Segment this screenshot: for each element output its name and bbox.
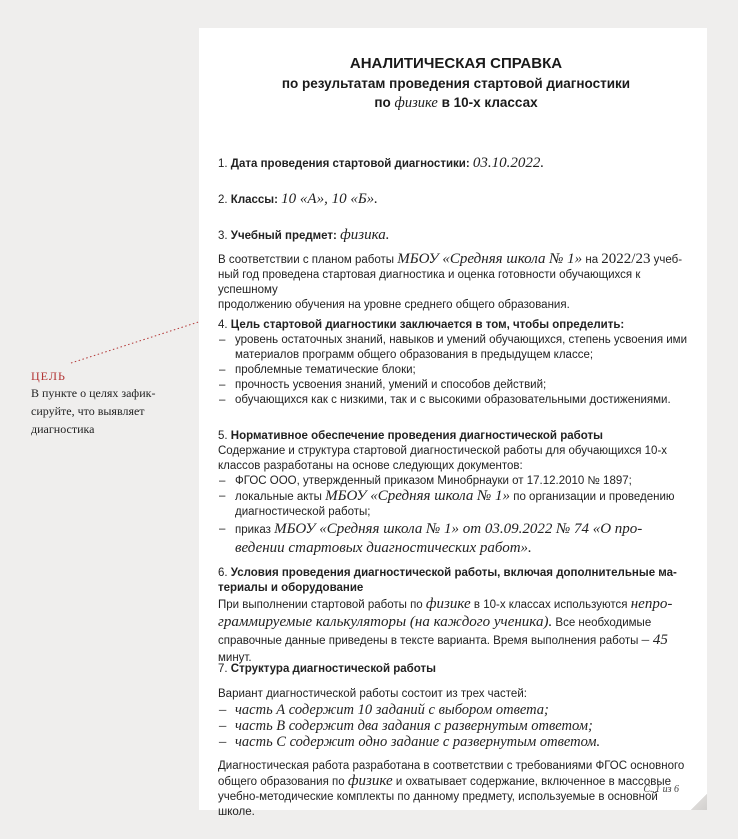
section-goal: 4. Цель стартовой диагностики заключается в том, чтобы определить: – уровень остаточных знаний, навыков и умений обучающихся, степень усвоения ими материалов программ общего образования в предыдущем классе; – проблемные тематические блоки; – прочность усвоения знаний, умений и способов действий; – обучающихся как с низкими, так и с высокими образовательными достижениями. xyxy=(218,318,694,408)
margin-note xyxy=(31,368,191,438)
section-conditions: 6. Условия проведения диагностической работы, включая дополнительные ма- териалы и оборудование При выполнении стартовой работы по физике в 10-х классах используются непро- граммируемые калькуляторы (на каждого ученика). Все необходимые справочные данные приведены в тексте варианта. Время выполнения работы – 45 минут. xyxy=(218,567,677,664)
section-structure: 7. Структура диагностической работы Вариант диагностической работы состоит из трех частей: – часть А содержит 10 заданий с выбором ответа; – часть В содержит два задания с развернутым ответом; – часть С содержит одно задание с развернутым ответом. Диагностическая работа разработана в соответствии с требованиями ФГОС основного общего образования по физике и охватывает содержание, включенное в массовые учебно-методические комплекты по данному предмету, используемые в основной школе. xyxy=(218,662,694,820)
section-subject: 3. Учебный предмет: физика. xyxy=(218,227,390,243)
list-item: – часть А содержит 10 заданий с выбором ответа; xyxy=(218,702,694,718)
list-item: – часть С содержит одно задание с развернутым ответом. xyxy=(218,734,694,750)
doc-subtitle-subject: по физике в 10-х классах xyxy=(374,95,538,111)
goal-list xyxy=(218,333,694,408)
doc-subtitle: по результатам проведения стартовой диагностики xyxy=(281,76,631,91)
list-item: – обучающихся как с низкими, так и с высокими образовательными достижениями. xyxy=(218,393,694,408)
list-item: – уровень остаточных знаний, навыков и умений обучающихся, степень усвоения ими материалов программ общего образования в предыдущем классе; xyxy=(218,333,694,363)
section-normative: 5. Нормативное обеспечение проведения диагностической работы Содержание и структура стартовой диагностической работы для обучающихся 10-х классов разработаны на основе следующих документов: – ФГОС ООО, утвержденный приказом Минобрнауки от 17.12.2010 № 1897; – локальные акты МБОУ «Средняя школа № 1» по организации и проведению диагностической работы; – приказ МБОУ «Средняя школа № 1» от 03.09.2022 № 74 «О про- ведении стартовых диагностических работ». xyxy=(218,429,694,558)
doc-title: АНАЛИТИЧЕСКАЯ СПРАВКА xyxy=(349,55,563,72)
list-item: – локальные акты МБОУ «Средняя школа № 1» по организации и проведению диагностической работы; xyxy=(218,489,694,520)
note-text: В пункте о целях зафик- сируйте, что выявляет диагностика xyxy=(31,386,156,436)
list-item: – часть В содержит два задания с развернутым ответом; xyxy=(218,718,694,734)
page-fold-corner xyxy=(691,794,707,810)
note-title: ЦЕЛЬ xyxy=(31,369,66,383)
list-item: – проблемные тематические блоки; xyxy=(218,363,694,378)
list-item: – прочность усвоения знаний, умений и способов действий; xyxy=(218,378,694,393)
list-item: – ФГОС ООО, утвержденный приказом Минобрнауки от 17.12.2010 № 1897; xyxy=(218,474,694,489)
list-item: – приказ МБОУ «Средняя школа № 1» от 03.09.2022 № 74 «О про- ведении стартовых диагностических работ». xyxy=(218,520,694,558)
section-intro: В соответствии с планом работы МБОУ «Средняя школа № 1» на 2022/23 учеб- ный год проведена стартовая диагностика и оценка готовности обучающихся к успешному продолжению обучения на уровне среднего общего образования. xyxy=(218,251,683,311)
section-date: 1. Дата проведения стартовой диагностики: 03.10.2022. xyxy=(218,155,545,171)
section-classes: 2. Классы: 10 «А», 10 «Б». xyxy=(218,191,378,207)
page-number: С. 1 из 6 xyxy=(643,784,679,795)
document-page xyxy=(199,28,707,818)
